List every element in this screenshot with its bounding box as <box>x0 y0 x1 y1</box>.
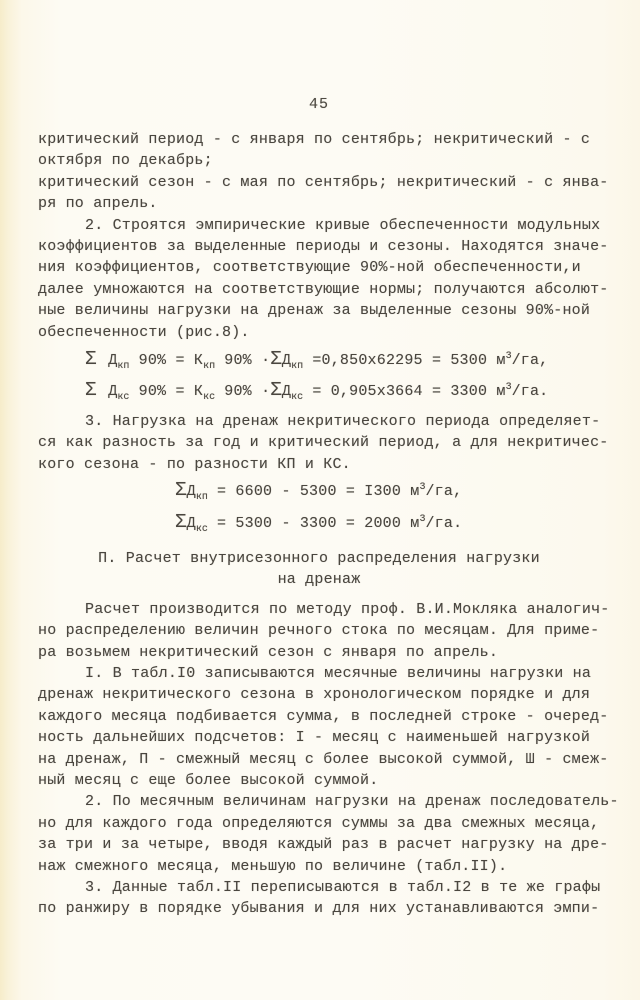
text-line: за три и за четыре, вводя каждый раз в расчет нагрузку на дре- <box>38 836 609 854</box>
text-line: ра возьмем некритический сезон с января по апрель. <box>38 643 499 661</box>
text-line: каждого месяца подбивается сумма, в последней строке - очеред- <box>38 707 609 725</box>
text-line: далее умножаются на соответствующие нормы; получаются абсолют- <box>38 280 609 298</box>
text-line: коэффициентов за выделенные периоды и сезоны. Находятся значе- <box>38 238 609 256</box>
text-line: ные величины нагрузки на дренаж за выделенные сезоны 90%-ной <box>38 302 591 320</box>
paragraph-item3 <box>38 411 609 475</box>
text-line: но для каждого года определяются суммы за два смежных месяца, <box>38 814 600 832</box>
text-line: по ранжиру в порядке убывания и для них устанавливаются эмпи- <box>38 900 600 918</box>
paragraph-item2 <box>38 215 609 343</box>
paragraph-method <box>38 599 610 663</box>
paragraph-periods <box>38 129 609 215</box>
section-heading <box>38 548 600 591</box>
text-line: обеспеченности (рис.8). <box>38 323 250 341</box>
formula-line: Σ $Д_{кп}$ $90\% = К_{кп}$ $90\% \cdot\Sigma Д_{кп} =0,850x62295 = 5300$ $м^3/га$, <box>85 348 549 373</box>
formula-line: Σ $Д_{кс}$ $90\% = К_{кс}$ $90\% \cdot\Sigma Д_{кс} = 0,905x3664 = 3300$ $м^3/га$. <box>85 379 549 404</box>
text-line: но распределению величин речного стока по месяцам. Для приме- <box>38 622 600 640</box>
text-line: I. В табл.I0 записываются месячные величины нагрузки на <box>85 664 592 682</box>
text-line: ся как разность за год и критический период, а для некритичес- <box>38 434 609 452</box>
text-line: ря по апрель. <box>38 195 158 213</box>
paragraph-step3 <box>38 877 600 920</box>
text-line: дренаж некритического сезона в хронологическом порядке и для <box>38 686 591 704</box>
formula-line: $\Sigma Д_{кп} = 6600 - 5300 = I300$ $м^3/га$, <box>175 479 463 504</box>
text-line: 3. Нагрузка на дренаж некритического периода определяет- <box>85 412 601 430</box>
section-heading-line: на дренаж <box>277 571 361 589</box>
text-line: 3. Данные табл.II переписываются в табл.I2 в те же графы <box>85 879 601 896</box>
text-line: на дренаж, П - смежный месяц с более высокой суммой, Ш - смеж- <box>38 750 609 768</box>
paragraph-step1 <box>38 663 609 791</box>
text-line: Расчет производится по методу проф. В.И.Мокляка аналогич- <box>85 600 610 618</box>
text-line: октября по декабрь; <box>38 152 213 170</box>
text-line: критический сезон - с мая по сентябрь; некритический - с янва- <box>38 173 609 191</box>
text-line: критический период - с января по сентябрь; некритический - с <box>38 131 591 148</box>
section-heading-line: П. Расчет внутрисезонного распределения нагрузки <box>98 549 540 567</box>
formula-group-differences <box>38 477 600 540</box>
text-line: ность дальнейших подсчетов: I - месяц с наименьшей нагрузкой <box>38 729 591 747</box>
page-number: 45 <box>308 96 329 113</box>
text-line: кого сезона - по разности КП и КС. <box>38 455 351 473</box>
formula-line: $\Sigma Д_{кс} = 5300 - 3300 = 2000$ $м^3/га$. <box>175 510 463 535</box>
text-line: 2. По месячным величинам нагрузки на дренаж последователь- <box>85 793 619 811</box>
formula-group-90percent <box>38 346 600 409</box>
paragraph-step2 <box>38 791 619 877</box>
text-line: ный месяц с еще более высокой суммой. <box>38 771 379 789</box>
text-line: ния коэффициентов, соответствующие 90%-ной обеспеченности,и <box>38 259 581 277</box>
text-line: 2. Строятся эмпирические кривые обеспеченности модульных <box>85 216 601 234</box>
text-line: наж смежного месяца, меньшую по величине (табл.II). <box>38 857 508 875</box>
